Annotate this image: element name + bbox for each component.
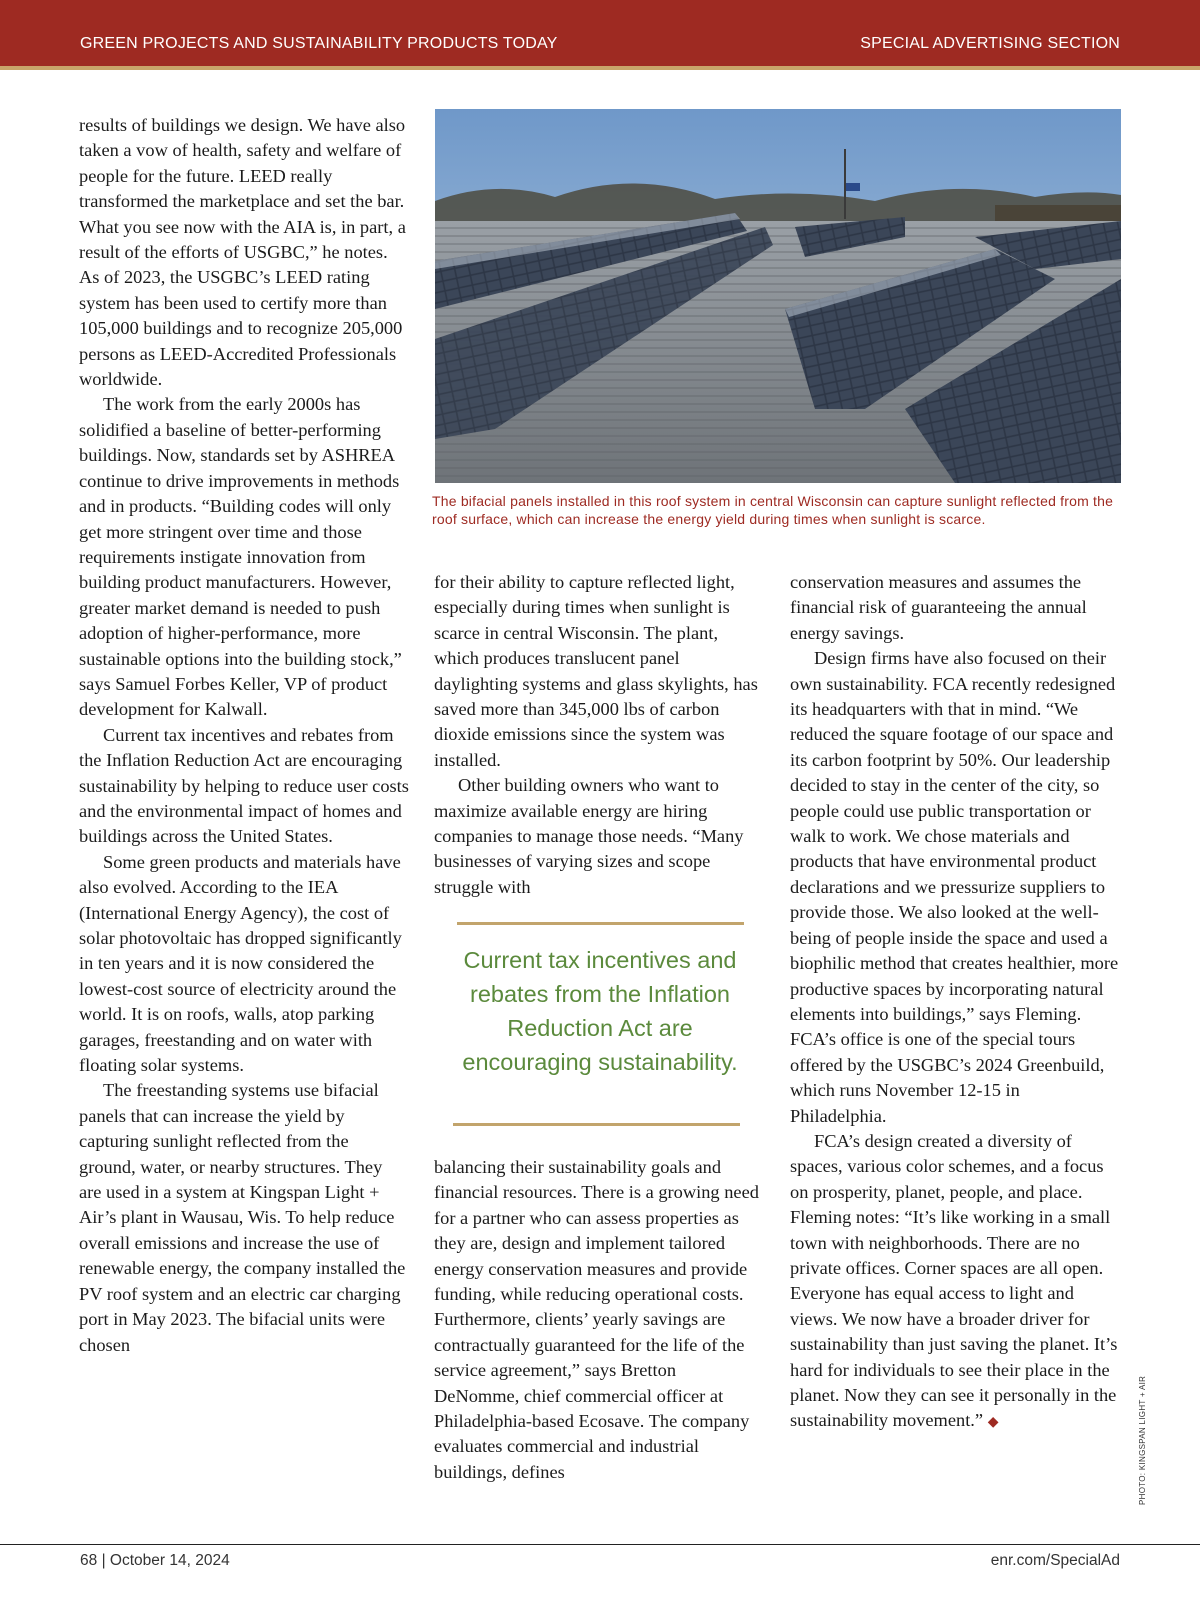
section-title: GREEN PROJECTS AND SUSTAINABILITY PRODUCTS TODAY <box>80 35 558 52</box>
article-column-2-top <box>434 570 764 900</box>
solar-panels-image <box>435 109 1121 483</box>
section-header-bar <box>0 0 1200 66</box>
end-mark-icon: ◆ <box>987 1415 999 1431</box>
photo-caption: The bifacial panels installed in this roof system in central Wisconsin can capture sunlight reflected from the roof surface, which can increase the energy yield during times when sunlight is scarce. <box>432 493 1114 527</box>
paragraph: Other building owners who want to maximize available energy are hiring companies to manage those needs. “Many businesses of varying sizes and scope struggle with <box>434 775 744 897</box>
pull-quote-bottom-rule <box>453 1123 740 1126</box>
paragraph: The freestanding systems use bifacial panels that can increase the yield by capturing sunlight reflected from the ground, water, or nearby structures. They are used in a system at Kingspan Light + Air’s plant in Wausau, Wis. To help reduce overall emissions and increase the use of renewable energy, the company installed the PV roof system and an electric car charging port in May 2023. The bifacial units were chosen <box>79 1080 406 1355</box>
page-number: 68 <box>80 1552 98 1569</box>
paragraph <box>790 1129 1120 1436</box>
paragraph: Some green products and materials have also evolved. According to the IEA (International Energy Agency), the cost of solar photovoltaic has dropped significantly in ten years and it is now considered the lowest-cost source of electricity around the world. It is on roofs, walls, atop parking garages, freestanding and on water with floating solar systems. <box>79 851 402 1076</box>
paragraph: balancing their sustainability goals and financial resources. There is a growing need for a partner who can assess properties as they are, design and implement tailored energy conservation measures and provide funding, while reducing operational costs. Furthermore, clients’ yearly savings are contractually guaranteed for the life of the service agreement,” says Bretton DeNomme, chief commercial officer at Philadelphia-based Ecosave. The company evaluates commercial and industrial buildings, defines <box>434 1157 759 1482</box>
photo-credit: PHOTO: KINGSPAN LIGHT + AIR <box>1138 1375 1147 1505</box>
closing-paragraph-text: FCA’s design created a diversity of spaces, various color schemes, and a focus on prosperity, planet, people, and place. Fleming notes: “It’s like working in a small town with neighborhoods. There are no private offices. Corner spaces are all open. Everyone has equal access to light and views. We now have a broader driver for sustainability than just saving the planet. It’s hard for individuals to see their place in the planet. Now they can see it personally in the sustainability movement.” <box>790 1130 1118 1431</box>
pull-quote-top-rule <box>457 922 744 925</box>
paragraph: Design firms have also focused on their own sustainability. FCA recently redesigned its headquarters with that in mind. “We reduced the square footage of our space and its carbon footprint by 50%. Our leadership decided to stay in the center of the city, so people could use public transportation or walk to work. We chose materials and products that have environmental product declarations and we pressurize suppliers to provide those. We also looked at the well-being of people inside the space and used a biophilic method that creates healthier, more productive spaces by incorporating natural elements into buildings,” says Fleming. FCA’s office is one of the special tours offered by the USGBC’s 2024 Greenbuild, which runs November 12-15 in Philadelphia. <box>790 648 1119 1126</box>
paragraph: for their ability to capture reflected light, especially during times when sunlight is scarce in central Wisconsin. The plant, which produces translucent panel daylighting systems and glass skylights, has saved more than 345,000 lbs of carbon dioxide emissions since the system was installed. <box>434 572 758 770</box>
advertising-label: SPECIAL ADVERTISING SECTION <box>860 35 1120 52</box>
header-gold-rule <box>0 66 1200 70</box>
folio-separator: | <box>101 1552 106 1569</box>
paragraph: The work from the early 2000s has solidified a baseline of better-performing buildings. Now, standards set by ASHREA continue to drive improvements in methods and in products. “Building codes will only get more stringent over time and those requirements instigate innovation from building product manufacturers. However, greater market demand is needed to push adoption of higher-performance, more sustainable options into the building stock,” says Samuel Forbes Keller, VP of product development for Kalwall. <box>79 394 402 720</box>
article-column-3 <box>790 570 1120 1436</box>
paragraph: results of buildings we design. We have also taken a vow of health, safety and welfare of people for the future. LEED really transformed the marketplace and set the bar. What you see now with the AIA is, in part, a result of the efforts of USGBC,” he notes. As of 2023, the USGBC’s LEED rating system has been used to certify more than 105,000 buildings and to recognize 205,000 persons as LEED-Accredited Professionals worldwide. <box>79 115 406 390</box>
folio <box>80 1552 230 1570</box>
footer-rule <box>0 1544 1200 1545</box>
article-column-1 <box>79 113 409 1358</box>
solar-roof-photo <box>435 109 1121 483</box>
pull-quote: Current tax incentives and rebates from the Inflation Reduction Act are encouraging sustainability. <box>462 947 738 1075</box>
article-column-2-bottom <box>434 1155 764 1485</box>
footer-url-link[interactable]: enr.com/SpecialAd <box>990 1552 1120 1569</box>
issue-date: October 14, 2024 <box>109 1552 230 1569</box>
paragraph: conservation measures and assumes the financial risk of guaranteeing the annual energy savings. <box>790 572 1087 643</box>
paragraph: Current tax incentives and rebates from the Inflation Reduction Act are encouraging sustainability by helping to reduce user costs and the environmental impact of homes and buildings across the United States. <box>79 724 409 847</box>
